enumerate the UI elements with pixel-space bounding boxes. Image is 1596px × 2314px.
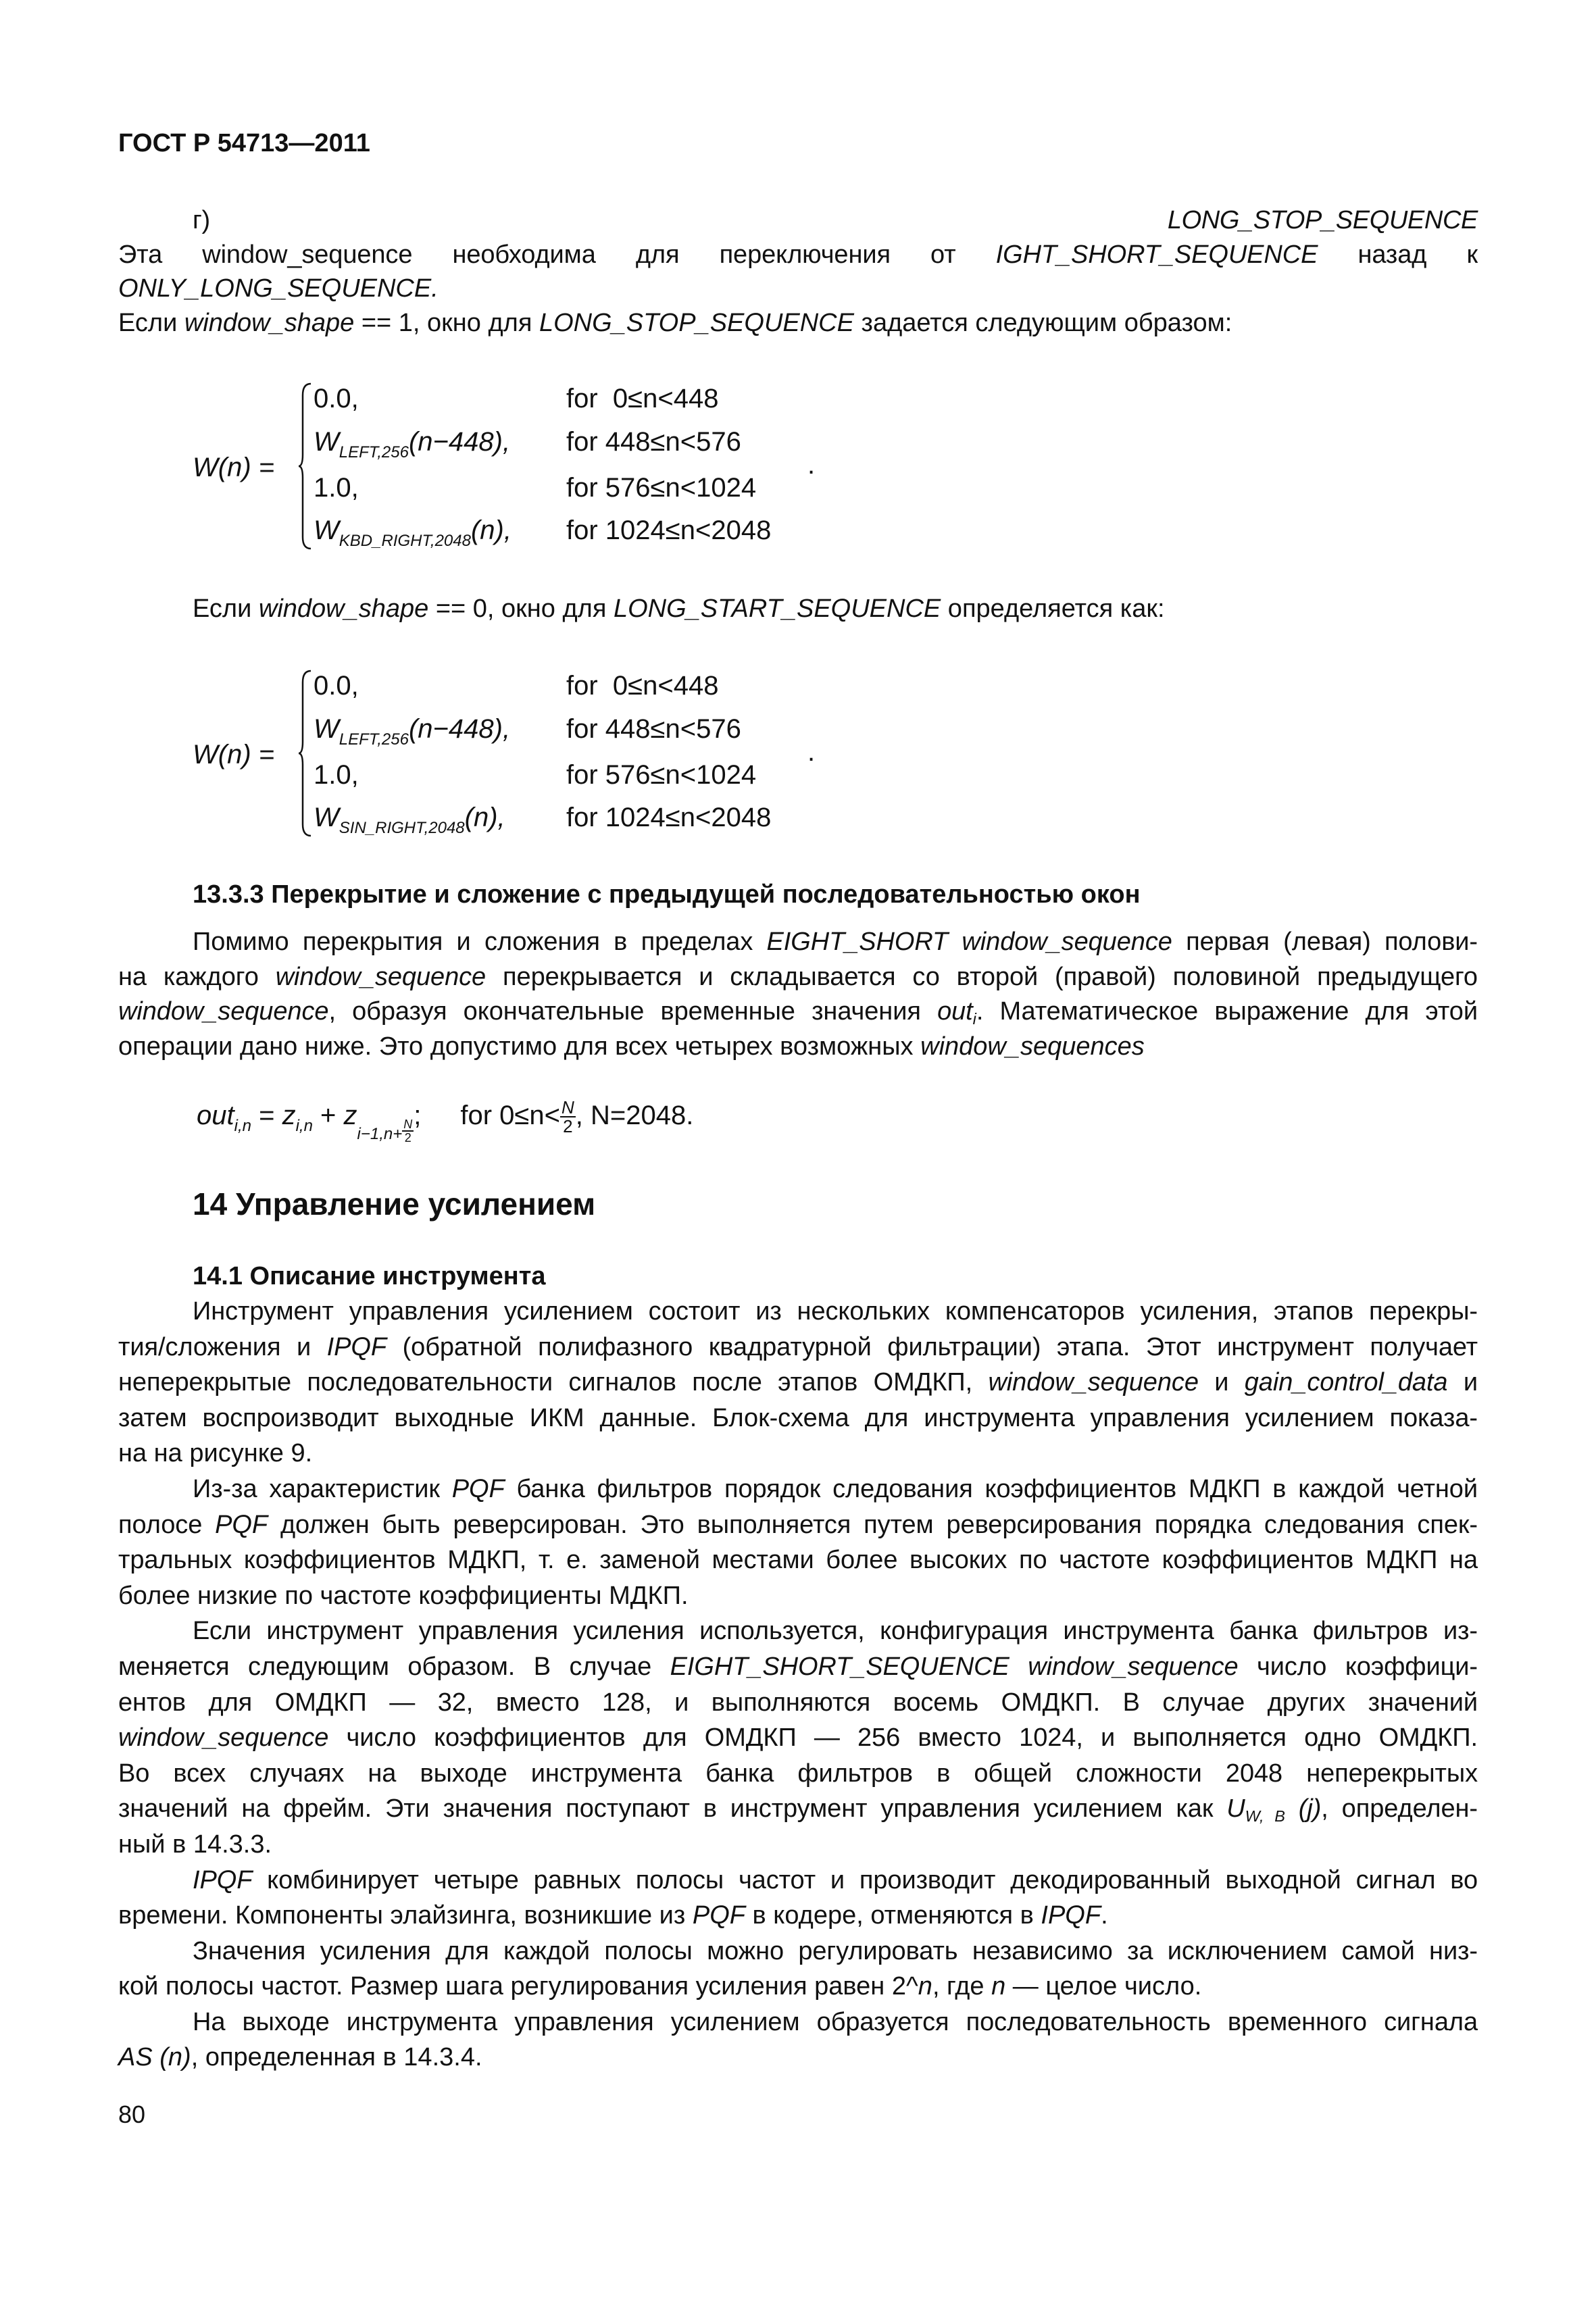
fraction-denominator: 2 (563, 1116, 573, 1137)
formula-lhs: W(n) = (193, 453, 275, 482)
fraction-numerator: N (561, 1097, 574, 1118)
text-line (118, 1578, 1478, 1614)
fraction-numerator: N (403, 1117, 413, 1131)
text-run: первая (левая) полови- (1172, 928, 1478, 956)
long-start-sequence-text (118, 592, 1478, 626)
case-argument: (n−448), (408, 714, 511, 744)
italic-term: PQF (215, 1510, 268, 1539)
italic-term: window_sequence (118, 1724, 329, 1753)
formula-case-condition: for 576≤n<1024 (566, 473, 757, 503)
text-run: кой полосы частот. Размер шага регулирования усиления равен 2^ (118, 1972, 918, 2001)
italic-term: n (918, 1972, 932, 2001)
text-line (118, 1898, 1478, 1934)
formula-case-condition: for 448≤n<576 (566, 714, 741, 744)
text-line (118, 306, 1478, 341)
formula-fraction (560, 1099, 576, 1135)
text-line (118, 1401, 1478, 1436)
text-run: комбинирует четыре равных полосы частот и производит декодированный выходной сигнал во (252, 1865, 1478, 1894)
text-run: тия/сложения и (118, 1332, 327, 1361)
text-run: назад к (1318, 240, 1478, 269)
paragraph (118, 1613, 1478, 1862)
section-heading-14: 14 Управление усилением (193, 1186, 596, 1222)
text-run: времени. Компоненты элайзинга, возникшие из (118, 1901, 693, 1930)
case-argument: (n), (470, 515, 512, 545)
text-line (118, 1542, 1478, 1578)
case-expression: 0.0, (314, 671, 359, 701)
text-run: и (1447, 1368, 1478, 1397)
text-run: тральных коэффициентов МДКП, т. е. заменой местами более высоких по частоте коэффициентов МДКП на (118, 1546, 1478, 1575)
italic-term: EIGHT_SHORT window_sequence (766, 928, 1172, 956)
section-heading-13-3-3: 13.3.3 Перекрытие и сложение с предыдущей последовательностью окон (193, 880, 1141, 909)
case-expression: W (314, 427, 339, 457)
italic-term: window_sequence (275, 962, 487, 991)
formula-case-condition: for 448≤n<576 (566, 427, 741, 457)
text-run: Инструмент управления усилением состоит из нескольких компенсаторов усиления, этапов перекры- (193, 1297, 1478, 1326)
text-line (118, 1756, 1478, 1792)
text-run: перекрывается и складывается со второй (правой) половиной предыдущего (486, 962, 1478, 991)
text-run: , где (932, 1972, 992, 2001)
overlap-add-paragraph (118, 925, 1478, 1065)
text-line (118, 2005, 1478, 2040)
formula-lhs: W(n) = (193, 740, 275, 770)
text-line (118, 1685, 1478, 1721)
text-run: , определен- (1321, 1794, 1478, 1823)
text-line (118, 1720, 1478, 1756)
formula-case-condition: for 1024≤n<2048 (566, 803, 772, 832)
text-run: , определенная в 14.3.4. (191, 2043, 482, 2072)
italic-term: U (1226, 1794, 1245, 1823)
text-run: ентов для ОМДКП — 32, вместо 128, и выполняются восемь ОМДКП. В случае других значений (118, 1688, 1478, 1717)
text-line (118, 925, 1478, 960)
case-subscript: LEFT,256 (339, 443, 409, 461)
paragraph (118, 2005, 1478, 2076)
formula-semicolon: ; (414, 1101, 422, 1130)
italic-term: window_sequences (920, 1032, 1145, 1061)
text-run: Из-за характеристик (193, 1474, 452, 1503)
case-expression: 1.0, (314, 473, 359, 503)
text-line (118, 1330, 1478, 1365)
text-run: ный в 14.3.3. (118, 1830, 272, 1859)
formula-plus: + (312, 1101, 344, 1130)
text-run: затем воспроизводит выходные ИКМ данные. Блок-схема для инструмента управления усилением показа- (118, 1403, 1478, 1432)
italic-term: IPQF (1041, 1901, 1101, 1930)
brace-icon (297, 382, 314, 551)
italic-term: IPQF (326, 1332, 387, 1361)
text-line (118, 1827, 1478, 1863)
formula-long-start-window (0, 665, 1596, 841)
formula-end-dot: . (807, 737, 816, 767)
formula-tail: , N=2048. (575, 1101, 694, 1130)
formula-case-value (314, 672, 359, 699)
formula-out: out (197, 1101, 234, 1130)
text-run: должен быть реверсирован. Это выполняется путем реверсирования порядка следования спек- (268, 1510, 1478, 1539)
tool-description-body (118, 1294, 1478, 2076)
text-run: и (1198, 1368, 1245, 1397)
text-run: на на рисунке 9. (118, 1439, 313, 1468)
text-line (118, 1791, 1478, 1827)
case-expression: W (314, 714, 339, 744)
text-run: Помимо перекрытия и сложения в пределах (193, 928, 767, 956)
text-run: . Математическое выражение для этой (976, 997, 1478, 1026)
italic-term: (j) (1285, 1794, 1322, 1823)
formula-z2: z (343, 1101, 357, 1130)
text-run: , образуя окончательные временные значения (328, 997, 938, 1026)
formula-case-condition: for 0≤n<448 (566, 671, 719, 701)
text-run: число коэффици- (1238, 1652, 1478, 1681)
text-run: определяется как: (941, 595, 1165, 623)
text-line (118, 1969, 1478, 2005)
section-heading-14-1: 14.1 Описание инструмента (193, 1262, 546, 1290)
text-run: Эта window_sequence необходима для переключения от (118, 240, 996, 269)
case-subscript: LEFT,256 (339, 730, 409, 749)
text-run: значений на фрейм. Эти значения поступают в инструмент управления усилением как (118, 1794, 1227, 1823)
text-run: более низкие по частоте коэффициенты МДКП. (118, 1581, 689, 1610)
brace-icon (297, 669, 314, 838)
text-line (118, 592, 1478, 626)
text-run: полосе (118, 1510, 216, 1539)
formula-case-value (314, 715, 510, 753)
italic-term: LONG_START_SEQUENCE (613, 595, 941, 623)
formula-case-value (314, 428, 510, 466)
italic-term: LONG_STOP_SEQUENCE (1167, 206, 1478, 234)
formula-case-condition: for 0≤n<448 (566, 384, 719, 413)
paragraph (118, 1472, 1478, 1613)
formula-long-stop-window (0, 378, 1596, 554)
italic-term: IPQF (193, 1865, 253, 1894)
case-expression: 1.0, (314, 760, 359, 790)
text-line (118, 1294, 1478, 1330)
italic-term: window_shape (184, 308, 355, 337)
formula-equals: = (251, 1101, 282, 1130)
italic-term: EIGHT_SHORT_SEQUENCE window_sequence (670, 1652, 1239, 1681)
fraction-denominator: 2 (404, 1131, 412, 1145)
page-number: 80 (118, 2101, 146, 2128)
text-line (118, 1507, 1478, 1543)
text-run: г) (193, 206, 1168, 234)
case-subscript: SIN_RIGHT,2048 (339, 819, 465, 837)
italic-term: LONG_STOP_SEQUENCE (539, 308, 854, 337)
text-run: == 0, окно для (428, 595, 614, 623)
document-code-header: ГОСТ Р 54713—2011 (118, 129, 370, 157)
formula-case-condition: for 576≤n<1024 (566, 760, 757, 790)
formula-case-value (314, 761, 359, 788)
formula-z2-fraction (402, 1118, 414, 1144)
formula-condition: for 0≤n< (460, 1101, 560, 1130)
italic-term: AS (n) (118, 2043, 191, 2072)
case-expression: W (314, 515, 339, 545)
formula-case-condition: for 1024≤n<2048 (566, 515, 772, 545)
text-run: неперекрытые последовательности сигналов после этапов ОМДКП, (118, 1368, 989, 1397)
subscript-text: i (972, 1010, 976, 1028)
text-line (118, 1649, 1478, 1685)
text-line (118, 995, 1478, 1030)
text-line (118, 1863, 1478, 1898)
text-line (118, 272, 1478, 306)
text-run: на каждого (118, 962, 276, 991)
formula-z1: z (282, 1101, 296, 1130)
formula-out-subscript: i,n (234, 1117, 251, 1135)
text-run: Во всех случаях на выходе инструмента банка фильтров в общей сложности 2048 неперекрытых (118, 1759, 1478, 1788)
formula-case-value (314, 385, 359, 412)
text-line (118, 1436, 1478, 1472)
text-line (118, 1472, 1478, 1507)
text-run: . (1101, 1901, 1108, 1930)
formula-end-dot: . (807, 450, 816, 480)
text-run: число коэффициентов для ОМДКП — 256 вместо 1024, и выполняется одно ОМДКП. (328, 1724, 1478, 1753)
text-line (118, 2040, 1478, 2076)
text-line (118, 1365, 1478, 1401)
text-line (118, 238, 1478, 272)
long-stop-sequence-text (118, 203, 1478, 340)
subscript-text: W, B (1245, 1807, 1285, 1826)
italic-term: ONLY_LONG_SEQUENCE. (118, 274, 439, 303)
paragraph (118, 1934, 1478, 2005)
text-line (118, 203, 1478, 238)
italic-term: PQF (692, 1901, 745, 1930)
text-run: (обратной полифазного квадратурной фильтрации) этапа. Этот инструмент получает (386, 1332, 1478, 1361)
case-argument: (n−448), (408, 427, 511, 457)
formula-case-value (314, 474, 359, 501)
formula-case-value (314, 804, 505, 842)
text-line (118, 1613, 1478, 1649)
italic-term: window_sequence (988, 1368, 1199, 1397)
text-run: в кодере, отменяются в (745, 1901, 1041, 1930)
text-run: банка фильтров порядок следования коэффициентов МДКП в каждой четной (504, 1474, 1478, 1503)
text-run: Если инструмент управления усиления используется, конфигурация инструмента банка фильтров из- (193, 1617, 1478, 1646)
case-argument: (n), (464, 803, 505, 832)
text-line (118, 960, 1478, 995)
formula-z1-subscript: i,n (295, 1117, 313, 1135)
paragraph (118, 1294, 1478, 1472)
case-expression: W (314, 803, 339, 832)
text-run: меняется следующим образом. В случае (118, 1652, 670, 1681)
italic-term: n (991, 1972, 1006, 2001)
text-line (118, 1030, 1478, 1065)
italic-term: PQF (451, 1474, 505, 1503)
text-run: Если (118, 308, 184, 337)
formula-overlap-add (197, 1097, 694, 1145)
italic-term: gain_control_data (1244, 1368, 1448, 1397)
case-expression: 0.0, (314, 384, 359, 413)
italic-term: IGHT_SHORT_SEQUENCE (995, 240, 1318, 269)
formula-case-value (314, 517, 512, 555)
text-line (118, 1934, 1478, 1969)
text-run: — целое число. (1005, 1972, 1202, 2001)
italic-term: out (937, 997, 973, 1026)
text-run: Значения усиления для каждой полосы можно регулировать независимо за исключением самой низ- (193, 1936, 1478, 1965)
text-run: На выходе инструмента управления усилением образуется последовательность временного сигнала (193, 2007, 1478, 2036)
text-run: Если (193, 595, 259, 623)
italic-term: window_sequence (118, 997, 329, 1026)
text-run: операции дано ниже. Это допустимо для всех четырех возможных (118, 1032, 921, 1061)
text-run: == 1, окно для (354, 308, 539, 337)
formula-z2-subscript: i−1,n+ (357, 1125, 403, 1143)
text-run: задается следующим образом: (853, 308, 1232, 337)
paragraph (118, 1863, 1478, 1934)
italic-term: window_shape (258, 595, 429, 623)
case-subscript: KBD_RIGHT,2048 (339, 532, 471, 550)
